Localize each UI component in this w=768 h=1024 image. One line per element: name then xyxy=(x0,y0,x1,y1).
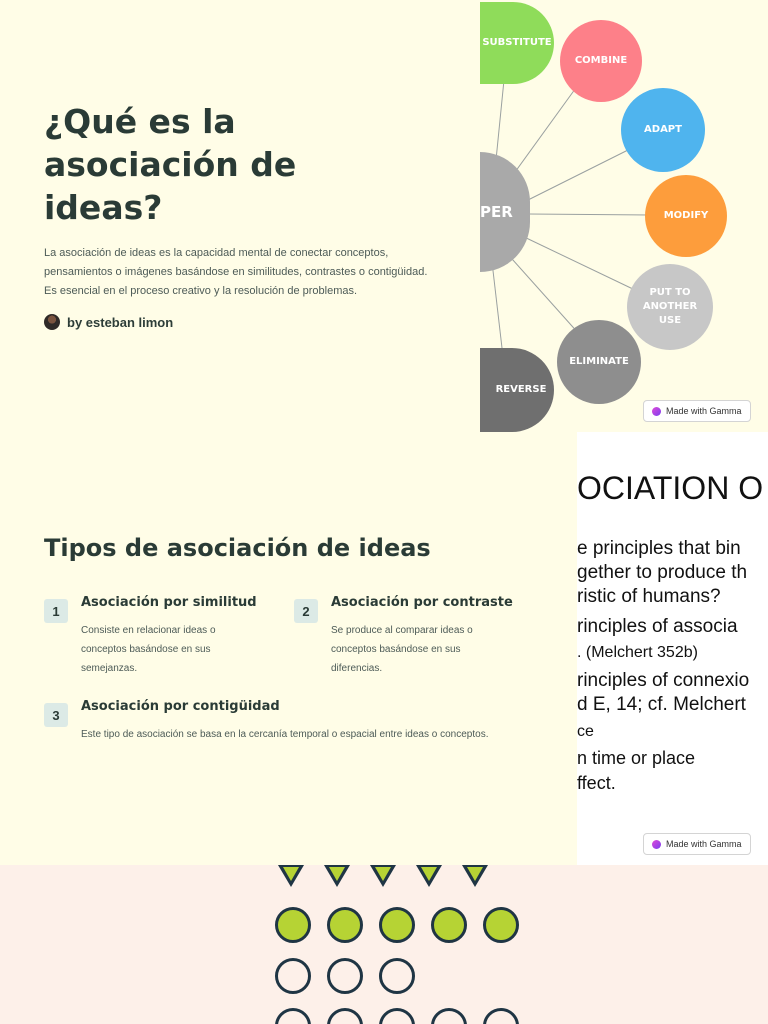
outline-circle xyxy=(327,958,363,994)
badge-label: Made with Gamma xyxy=(666,406,742,416)
document-heading: OCIATION O xyxy=(577,470,764,506)
node-label: COMBINE xyxy=(574,55,628,66)
item-title: Asociación por similitud xyxy=(81,595,257,610)
node-modify xyxy=(645,175,727,257)
outline-circle xyxy=(275,1008,311,1024)
filled-circle xyxy=(275,907,311,943)
outline-circle xyxy=(275,958,311,994)
outline-circle xyxy=(379,958,415,994)
triangle-shape xyxy=(278,865,304,887)
node-label: SUBSTITUTE xyxy=(482,37,552,48)
avatar xyxy=(44,314,60,330)
connector-line xyxy=(492,262,502,348)
node-eliminate xyxy=(557,320,641,404)
node-label: MODIFY xyxy=(663,210,709,221)
slide-types xyxy=(0,432,768,865)
document-line: ristic of humans? xyxy=(577,586,721,607)
section-title: Tipos de asociación de ideas xyxy=(44,534,431,562)
document-line: rinciples of associa xyxy=(577,616,738,637)
document-line: n time or place xyxy=(577,748,696,768)
document-image xyxy=(577,432,768,865)
author-name: by esteban limon xyxy=(67,314,174,330)
outline-dot-row xyxy=(275,958,415,994)
document-line: rinciples of connexio xyxy=(577,670,750,691)
item-description: Consiste en relacionar ideas o conceptos basándose en sus semejanzas. xyxy=(81,625,216,674)
document-line: e principles that bin xyxy=(577,538,741,559)
made-with-gamma-badge[interactable] xyxy=(643,400,751,422)
item-title: Asociación por contigüidad xyxy=(81,699,280,714)
filled-circle xyxy=(327,907,363,943)
made-with-gamma-badge[interactable] xyxy=(643,833,751,855)
triangle-shape xyxy=(324,865,350,887)
item-title: Asociación por contraste xyxy=(331,595,513,610)
outline-circle xyxy=(379,1008,415,1024)
filled-circle xyxy=(483,907,519,943)
node-label: REVERSE xyxy=(495,384,547,395)
node-label: ADAPT xyxy=(644,124,682,135)
slide-pattern xyxy=(0,865,768,1024)
outline-circle xyxy=(327,1008,363,1024)
connector-line xyxy=(520,235,635,290)
hub-label: PER xyxy=(480,203,513,221)
filled-circle xyxy=(431,907,467,943)
node-combine xyxy=(560,20,642,102)
item-description: Se produce al comparar ideas o conceptos basándose en sus diferencias. xyxy=(331,625,473,674)
filled-dot-row xyxy=(275,907,519,943)
filled-circle xyxy=(379,907,415,943)
intro-paragraph: La asociación de ideas es la capacidad mental de conectar conceptos, pensamientos o imágenes basándose en similitudes, contrastes o contigüidad. Es esencial en el proceso creativo y la resolución de problemas. xyxy=(44,247,428,297)
outline-circle xyxy=(431,1008,467,1024)
gamma-logo-icon xyxy=(652,840,661,849)
triangle-shape xyxy=(462,865,488,887)
scamper-diagram xyxy=(480,0,768,432)
gamma-logo-icon xyxy=(652,407,661,416)
triangle-shape xyxy=(416,865,442,887)
node-put-to-another-use xyxy=(627,264,713,350)
triangle-shape xyxy=(370,865,396,887)
author-byline xyxy=(44,314,173,330)
node-label: ELIMINATE xyxy=(569,356,629,367)
node-adapt xyxy=(621,88,705,172)
document-line: d E, 14; cf. Melchert xyxy=(577,694,746,715)
document-line: ffect. xyxy=(577,773,616,793)
outline-circle xyxy=(483,1008,519,1024)
number-badge: 2 xyxy=(294,599,318,623)
page-title: ¿Qué es la asociación de ideas? xyxy=(44,102,297,227)
connector-line xyxy=(528,214,650,215)
item-description: Este tipo de asociación se basa en la cercanía temporal o espacial entre ideas o conceptos. xyxy=(81,729,489,740)
connector-line xyxy=(504,250,580,335)
document-line: gether to produce th xyxy=(577,562,748,583)
node-label: PUT TO ANOTHER USE xyxy=(642,287,698,326)
connector-line xyxy=(518,150,628,205)
slide-intro xyxy=(0,0,768,432)
partial-dot-row xyxy=(275,1008,519,1024)
document-line: ce xyxy=(577,723,594,740)
badge-label: Made with Gamma xyxy=(666,839,742,849)
document-line: . (Melchert 352b) xyxy=(577,644,698,661)
number-badge: 3 xyxy=(44,703,68,727)
number-badge: 1 xyxy=(44,599,68,623)
triangle-row xyxy=(278,865,488,887)
